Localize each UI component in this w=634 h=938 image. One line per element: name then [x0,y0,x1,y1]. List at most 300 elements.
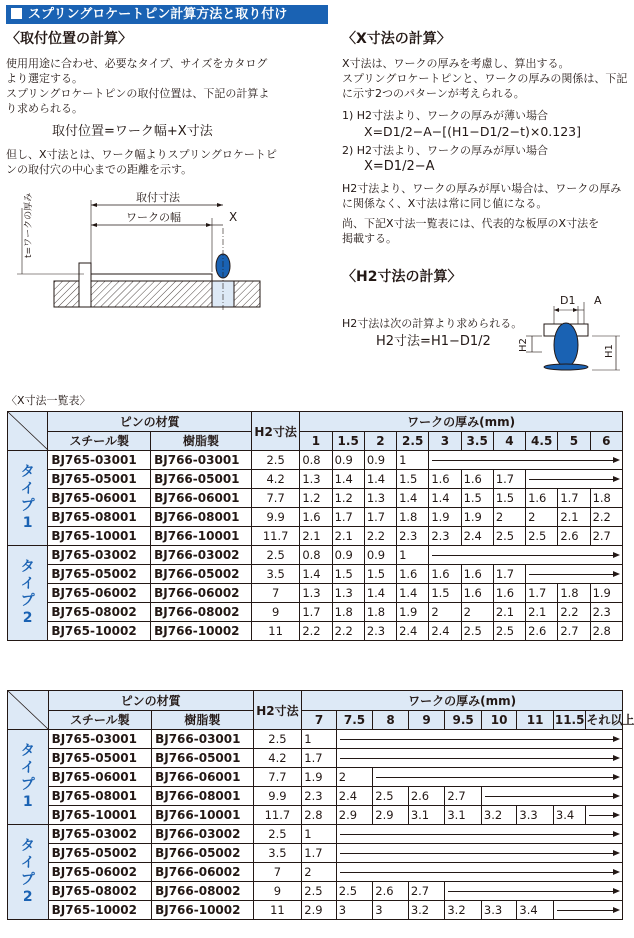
header-thickness-value: 5 [558,431,590,451]
arrow-line [526,470,622,488]
table-row [8,565,623,584]
label-work-width: ワークの幅 [126,211,181,224]
table-row [8,451,623,470]
header-thickness-value: それ以上 [586,710,623,730]
x-value: 1.5 [364,565,396,584]
x-value: 2.6 [558,527,590,546]
x-value: 2.7 [558,622,590,641]
x-value: 1 [302,825,337,844]
continue-arrow [526,565,623,584]
header-thickness-value: 3.5 [461,431,493,451]
continue-arrow [586,806,623,825]
header-thickness-value: 7 [302,710,337,730]
pin-base [544,364,588,370]
x-value: 2.9 [336,806,373,825]
steel-code: BJ765-03001 [48,451,151,470]
mount-description [6,56,269,116]
x-value: 2.6 [408,787,445,806]
steel-code: BJ765-08002 [48,882,152,901]
h2-diagram [512,292,628,382]
type-label [8,730,49,825]
corner-diagonal [8,412,48,450]
text-line: X寸法は、ワークの厚みを考慮し、算出する。 [342,57,570,70]
h2-value: 9.9 [253,787,302,806]
header-thickness-value: 4.5 [526,431,558,451]
resin-code: BJ766-05002 [151,565,252,584]
h2-value: 4.2 [253,749,302,768]
x-value: 1.4 [364,584,396,603]
resin-code: BJ766-08002 [151,603,252,622]
type-label [8,546,48,641]
header-thickness-value: 10 [481,710,517,730]
case1-formula: X=D1/2−A−[(H1−D1/2−t)×0.123] [364,124,581,139]
x-value: 1.2 [300,489,332,508]
x-value: 3.2 [445,901,482,920]
case2-label: 2) H2寸法より、ワークの厚みが厚い場合 [342,144,549,157]
x-value: 2.4 [336,787,373,806]
x-value: 2.5 [302,882,337,901]
table-row [8,470,623,489]
x-value: 2.1 [300,527,332,546]
section-title-x-dimension: 〈X寸法の計算〉 [342,31,451,47]
text-line: H2寸法より、ワークの厚みが厚い場合は、ワークの厚み [342,182,622,195]
table-row [8,768,623,787]
x-value: 2.4 [461,527,493,546]
header-thickness-value: 1.5 [332,431,364,451]
label-h2: H2 [518,338,529,352]
steel-code: BJ765-05001 [48,749,152,768]
x-value: 2.8 [302,806,337,825]
x-value: 1.8 [558,584,590,603]
continue-arrow [553,901,622,920]
continue-arrow [336,825,622,844]
x-value: 1.6 [397,565,429,584]
header-thickness-value: 4 [493,431,525,451]
x-value: 2.3 [429,527,461,546]
x-value: 2.3 [364,622,396,641]
x-value: 2.4 [397,622,429,641]
type-label [8,825,49,920]
label-h1: H1 [604,344,615,358]
x-value: 2.5 [373,787,409,806]
text-line: 使用用途に合わせ、必要なタイプ、サイズをカタログ [6,57,268,70]
x-value: 3.2 [408,901,445,920]
h2-value: 3.5 [253,844,302,863]
page-title: スプリングロケートピン計算方法と取り付け [28,7,288,22]
x-value: 2.5 [336,882,373,901]
header-material: ピンの材質 [48,691,253,711]
continue-arrow [445,882,623,901]
steel-code: BJ765-06001 [48,768,152,787]
arrow-line [554,901,622,919]
steel-code: BJ765-08001 [48,787,152,806]
type-label [8,451,48,546]
h2-value: 3.5 [251,565,299,584]
x-value: 1.7 [300,603,332,622]
x-value: 2.1 [526,603,558,622]
x-value: 1.4 [397,489,429,508]
text-line: スプリングロケートピンの取付位置は、下記の計算よ [6,87,270,100]
x-value: 2.6 [526,622,558,641]
h2-value: 7 [251,584,299,603]
label-mount-dim: 取付寸法 [136,191,180,204]
x-value: 1.7 [493,470,525,489]
header-resin: 樹脂製 [151,431,252,451]
steel-code: BJ765-03002 [48,825,152,844]
resin-code: BJ766-03001 [152,730,253,749]
x-value: 1 [302,730,337,749]
header-row [8,431,623,451]
x-value: 2.9 [373,806,409,825]
table-row [8,489,623,508]
text-line: に示す2つのパターンが考えられる。 [342,87,525,100]
x-value: 1.9 [590,584,622,603]
arrow-line [445,882,622,900]
x-value: 3.3 [481,901,517,920]
arrow-line [373,768,622,786]
label-a: A [594,294,602,307]
label-thickness: t=ワークの厚み [24,192,34,258]
x-value: 2 [493,508,525,527]
resin-code: BJ766-06002 [151,584,252,603]
table-row [8,622,623,641]
table-row [8,527,623,546]
resin-code: BJ766-10001 [151,527,252,546]
x-value: 1.6 [493,584,525,603]
arrow-line [586,806,622,824]
h2-value: 7 [253,863,302,882]
section-title-h2-dimension: 〈H2寸法の計算〉 [342,269,462,285]
x-value: 1.9 [397,603,429,622]
x-value: 1.3 [364,489,396,508]
mount-position-diagram [14,188,276,313]
corner-cell [8,412,48,451]
header-thickness: ワークの厚み(mm) [302,691,623,711]
h2-value: 11 [251,622,299,641]
header-thickness: ワークの厚み(mm) [300,412,623,432]
x-value: 1.5 [493,489,525,508]
x-value: 1.7 [364,508,396,527]
x-value: 2.8 [590,622,622,641]
x-value: 2 [429,603,461,622]
arrow-line [337,825,622,843]
type-label-text: タイプ1 [20,743,35,810]
x-value: 1.7 [493,565,525,584]
h2-value: 9 [253,882,302,901]
x-value: 2.4 [429,622,461,641]
resin-code: BJ766-06001 [151,489,252,508]
steel-code: BJ765-08002 [48,603,151,622]
x-value: 3.4 [553,806,585,825]
x-value: 0.9 [364,451,396,470]
x-value: 1.5 [332,565,364,584]
resin-code: BJ766-06001 [152,768,253,787]
x-value: 1.4 [397,584,429,603]
text-line: り求められる。 [6,102,83,115]
table-row [8,749,623,768]
x-value: 2 [461,603,493,622]
x-value: 3.1 [408,806,445,825]
table-row [8,863,623,882]
header-thickness-value: 11.5 [553,710,585,730]
h2-value: 2.5 [253,730,302,749]
x-value: 2.2 [364,527,396,546]
x-value: 2.9 [302,901,337,920]
x-value: 2.2 [300,622,332,641]
x-value: 2.3 [590,603,622,622]
resin-code: BJ766-10001 [152,806,253,825]
section-title-mount-position: 〈取付位置の計算〉 [6,31,132,47]
text-line: ンの取付穴の中心までの距離を示す。 [6,163,193,176]
x-value: 2.5 [461,622,493,641]
steel-code: BJ765-05002 [48,565,151,584]
type-label-text: タイプ1 [20,464,35,531]
table-row [8,603,623,622]
x-value: 1.3 [300,470,332,489]
table-row [8,546,623,565]
arrow-line [337,863,622,881]
table-row [8,730,623,749]
x-value: 2.1 [558,508,590,527]
x-value: 2 [336,768,373,787]
h2-value: 7.7 [251,489,299,508]
header-thickness-value: 9.5 [445,710,482,730]
resin-code: BJ766-05002 [152,844,253,863]
x-value: 1.8 [364,603,396,622]
header-steel: スチール製 [48,431,151,451]
header-h2: H2寸法 [251,412,299,451]
resin-code: BJ766-05001 [151,470,252,489]
x-description [342,56,627,101]
h2-value: 9 [251,603,299,622]
header-thickness-value: 3 [429,431,461,451]
x-value: 0.8 [300,451,332,470]
x-value: 3.1 [445,806,482,825]
x-value: 2.2 [558,603,590,622]
corner-diagonal [8,691,48,729]
x-value: 0.8 [300,546,332,565]
header-thickness-value: 2 [364,431,396,451]
x-value: 1.9 [302,768,337,787]
x-value: 1.5 [461,489,493,508]
x-value: 2.6 [373,882,409,901]
resin-code: BJ766-10002 [151,622,252,641]
header-thickness-value: 11 [517,710,554,730]
continue-arrow [336,844,622,863]
x-value: 1.4 [300,565,332,584]
header-material: ピンの材質 [48,412,252,432]
text-line: 但し、X寸法とは、ワーク幅よりスプリングロケートピ [6,148,277,161]
x-value: 1.7 [302,749,337,768]
label-d1: D1 [560,294,576,307]
x-value: 1.7 [526,584,558,603]
label-x: X [229,210,238,224]
x-value: 2.1 [332,527,364,546]
header-steel: スチール製 [48,710,152,730]
resin-code: BJ766-08001 [152,787,253,806]
mount-formula: 取付位置=ワーク幅+X寸法 [52,124,213,139]
arrow-line [337,730,622,748]
page-header [6,5,328,24]
h2-value: 2.5 [251,546,299,565]
x-value: 1.7 [558,489,590,508]
text-line: 尚、下記X寸法一覧表には、代表的な板厚のX寸法を [342,217,600,230]
x-value: 2.5 [526,527,558,546]
x-value: 2.5 [493,527,525,546]
x-value: 1.6 [429,565,461,584]
h2-value: 2.5 [251,451,299,470]
x-value: 2.3 [397,527,429,546]
header-thickness-value: 7.5 [336,710,373,730]
x-value: 1.4 [364,470,396,489]
h2-value: 11.7 [251,527,299,546]
x-value: 3.3 [517,806,554,825]
header-square-icon [11,8,22,19]
table-row [8,787,623,806]
continue-arrow [373,768,623,787]
arrow-line [482,787,622,805]
note-description [342,216,599,246]
arrow-line [429,546,622,564]
resin-code: BJ766-03001 [151,451,252,470]
x-value: 1.3 [332,584,364,603]
x-value: 1.8 [332,603,364,622]
h2-formula: H2寸法=H1−D1/2 [376,334,491,349]
steel-code: BJ765-10001 [48,806,152,825]
header-row [8,710,623,730]
thick-case-description [342,181,621,211]
header-thickness-value: 2.5 [397,431,429,451]
resin-code: BJ766-03002 [151,546,252,565]
resin-code: BJ766-03002 [152,825,253,844]
arrow-line [337,844,622,862]
x-value: 0.9 [364,546,396,565]
steel-code: BJ765-03001 [48,730,152,749]
continue-arrow [429,451,623,470]
case2-formula: X=D1/2−A [364,159,435,174]
x-value: 2.7 [445,787,482,806]
x-value: 1.2 [332,489,364,508]
x-value: 3 [336,901,373,920]
header-thickness-value: 1 [300,431,332,451]
case1-label: 1) H2寸法より、ワークの厚みが薄い場合 [342,109,549,122]
x-value: 1.6 [461,565,493,584]
h2-value: 7.7 [253,768,302,787]
x-value: 3 [373,901,409,920]
x-value: 1 [397,451,429,470]
arrow-line [526,565,622,583]
x-value: 2.3 [302,787,337,806]
table-caption: 〈X寸法一覧表〉 [6,394,91,407]
x-value: 1.5 [429,584,461,603]
corner-cell [8,691,49,730]
continue-arrow [429,546,623,565]
x-value: 1.7 [332,508,364,527]
continue-arrow [336,863,622,882]
resin-code: BJ766-08001 [151,508,252,527]
x-value: 1.7 [302,844,337,863]
x-value: 1.9 [461,508,493,527]
x-value: 0.9 [332,451,364,470]
x-value: 1.9 [429,508,461,527]
steel-code: BJ765-10002 [48,901,152,920]
steel-code: BJ765-06002 [48,584,151,603]
x-value: 2 [302,863,337,882]
x-value: 3.4 [517,901,554,920]
steel-code: BJ765-05002 [48,844,152,863]
continue-arrow [336,730,622,749]
x-value: 1.6 [526,489,558,508]
resin-code: BJ766-10002 [152,901,253,920]
resin-code: BJ766-05001 [152,749,253,768]
steel-code: BJ765-06001 [48,489,151,508]
continue-arrow [481,787,622,806]
x-value: 1.8 [397,508,429,527]
x-value: 2.5 [493,622,525,641]
steel-code: BJ765-06002 [48,863,152,882]
stopper-pin [79,263,91,307]
x-value: 2.7 [408,882,445,901]
x-value: 1.6 [461,470,493,489]
text-line: より選定する。 [6,72,83,85]
h2-value: 11.7 [253,806,302,825]
header-thickness-value: 9 [408,710,445,730]
x-value: 1.6 [429,470,461,489]
table-row [8,584,623,603]
continue-arrow [336,749,622,768]
h2-description: H2寸法は次の計算より求められる。 [342,317,523,330]
x-value: 0.9 [332,546,364,565]
header-thickness-value: 6 [590,431,622,451]
arrow-line [337,749,622,767]
table-row [8,882,623,901]
steel-code: BJ765-10002 [48,622,151,641]
x-value: 1.3 [300,584,332,603]
header-resin: 樹脂製 [152,710,253,730]
x-value: 1.6 [300,508,332,527]
type-label-text: タイプ2 [20,838,35,905]
x-value: 1.6 [461,584,493,603]
x-value: 1.4 [332,470,364,489]
resin-code: BJ766-06002 [152,863,253,882]
x-dimension-table-2 [7,690,634,920]
steel-code: BJ765-05001 [48,470,151,489]
arrow-line [429,451,622,469]
x-value: 2.1 [493,603,525,622]
x-value: 2.2 [332,622,364,641]
steel-code: BJ765-03002 [48,546,151,565]
table-row [8,844,623,863]
x-value: 1.8 [590,489,622,508]
continue-arrow [526,470,623,489]
header-row [8,412,623,432]
x-value: 1.4 [429,489,461,508]
h2-value: 4.2 [251,470,299,489]
type-label-text: タイプ2 [20,559,35,626]
workpiece [91,274,212,281]
header-row [8,691,623,711]
text-line: に関係なく、X寸法は常に同じ値になる。 [342,197,548,210]
h2-value: 9.9 [251,508,299,527]
resin-code: BJ766-08002 [152,882,253,901]
pin-ball [554,323,578,367]
text-line: スプリングロケートピンと、ワークの厚みの関係は、下記 [342,72,628,85]
x-dimension-table-1 [7,411,623,641]
table-row [8,508,623,527]
x-value: 2.2 [590,508,622,527]
x-value: 1 [397,546,429,565]
steel-code: BJ765-10001 [48,527,151,546]
